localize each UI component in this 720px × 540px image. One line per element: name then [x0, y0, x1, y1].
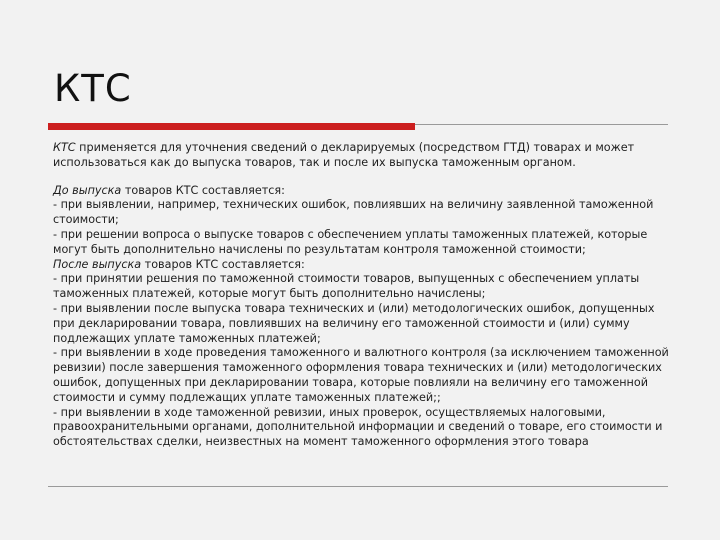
intro-term: КТС	[53, 141, 76, 154]
after-heading-text: товаров КТС составляется:	[141, 257, 305, 271]
before-item: - при выявлении, например, технических ошибок, повлиявших на величину заявленной таможенной стоимости;	[53, 198, 654, 227]
after-item: - при принятии решения по таможенной стоимости товаров, выпущенных с обеспечением уплаты таможенных платежей, которые могут быть дополнительно начислены;	[53, 272, 640, 301]
accent-bar	[48, 123, 415, 130]
content-body	[53, 141, 671, 450]
after-item: - при выявлении в ходе таможенной ревизии, иных проверок, осуществляемых налоговыми, правоохранительными органами, дополнительной информации и сведений о товаре, его стоимости и обстоятельствах сделки, неизвестных на момент таможенного оформления этого товара	[53, 405, 663, 449]
intro-text: применяется для уточнения сведений о декларируемых (посредством ГТД) товарах и может использоваться как до выпуска товаров, так и после их выпуска таможенным органом.	[53, 141, 635, 169]
before-heading	[53, 184, 671, 199]
slide-title: КТС	[54, 67, 132, 110]
bottom-divider	[48, 486, 668, 487]
paragraph-gap	[53, 171, 671, 184]
intro-paragraph	[53, 141, 671, 171]
before-item: - при решении вопроса о выпуске товаров с обеспечением уплаты таможенных платежей, которые могут быть дополнительно начислены по результатам контроля таможенной стоимости;	[53, 227, 648, 256]
after-item: - при выявлении после выпуска товара технических и (или) методологических ошибок, допущенных при декларировании товара, повлиявших на величину его таможенной стоимости и (или) сумму подлежащих уплате таможенных платежей;	[53, 301, 655, 345]
before-lead: До выпуска	[53, 183, 122, 197]
after-heading	[53, 258, 671, 273]
before-heading-text: товаров КТС составляется:	[121, 183, 285, 197]
after-item: - при выявлении в ходе проведения таможенного и валютного контроля (за исключением таможенной ревизии) после завершения таможенного оформления товара технических и (или) методологических ошибок, допущенных при декларировании товара, которые повлияли на величину его таможенной стоимости и сумму подлежащих уплате таможенных платежей;;	[53, 346, 669, 404]
after-lead: После выпуска	[53, 257, 142, 271]
